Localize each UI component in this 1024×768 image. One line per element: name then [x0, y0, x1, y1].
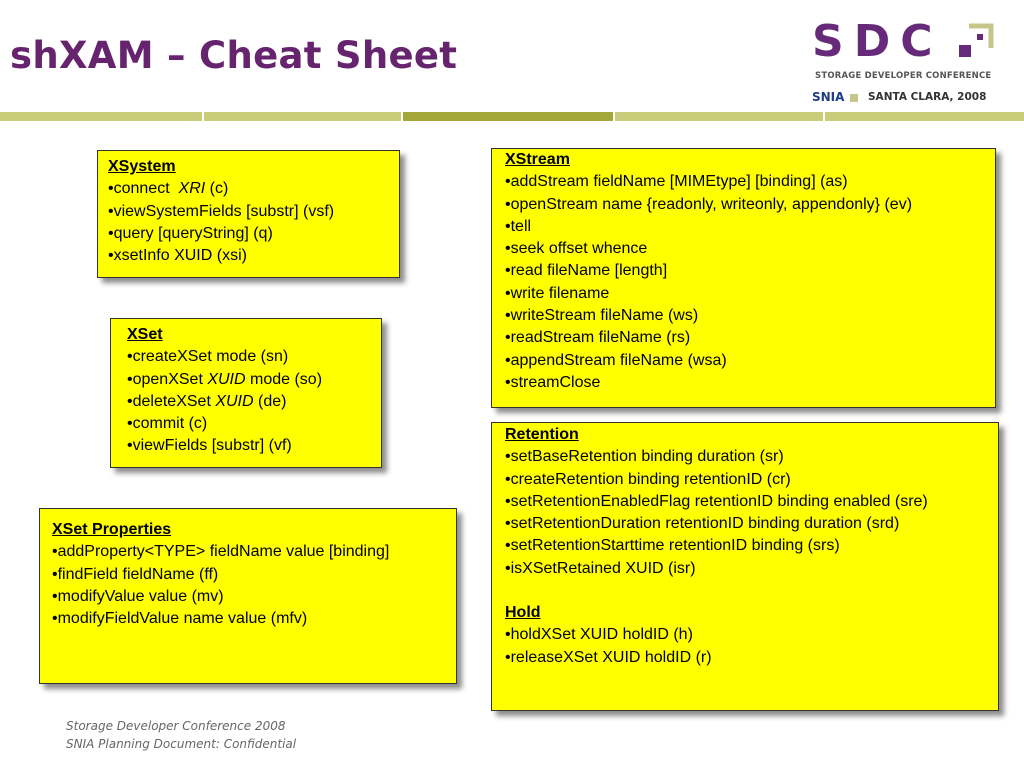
list-item: •readStream fileName (rs) — [505, 329, 691, 347]
footer-line: SNIA Planning Document: Confidential — [66, 737, 297, 751]
xset-properties-heading: XSet Properties — [52, 521, 172, 538]
xsystem-heading: XSystem — [108, 158, 176, 175]
stripe-segment — [204, 112, 401, 121]
xstream-box — [491, 148, 996, 408]
item-text: (c) — [205, 180, 229, 198]
list-item: •setBaseRetention binding duration (sr) — [505, 448, 784, 466]
list-item: •modifyFieldValue name value (mfv) — [52, 610, 308, 628]
xset-box — [110, 318, 382, 468]
list-item: •findField fieldName (ff) — [52, 565, 219, 583]
list-item: •query [queryString] (q) — [108, 224, 273, 242]
footer-line: Storage Developer Conference 2008 — [66, 719, 286, 733]
list-item: •releaseXSet XUID holdID (r) — [505, 648, 712, 666]
list-item — [108, 178, 389, 200]
item-text: (de) — [253, 392, 287, 410]
list-item: •setRetentionStarttime retentionID binding (srs) — [505, 537, 840, 555]
list-item: •holdXSet XUID holdID (h) — [505, 626, 693, 644]
list-item — [127, 391, 371, 413]
list-item: •addProperty<TYPE> fieldName value [binding] — [52, 543, 390, 561]
list-item: •tell — [505, 217, 532, 235]
slide-title: shXAM – Cheat Sheet — [10, 34, 458, 77]
logo-sdc-text: SDC — [812, 16, 943, 67]
retention-heading: Retention — [505, 426, 579, 443]
list-item: •setRetentionEnabledFlag retentionID binding enabled (sre) — [505, 492, 928, 510]
list-item: •createRetention binding retentionID (cr) — [505, 470, 791, 488]
item-text: •deleteXSet — [127, 392, 216, 410]
list-item: •setRetentionDuration retentionID binding duration (srd) — [505, 515, 900, 533]
list-item: •seek offset whence — [505, 240, 648, 258]
list-item: •viewFields [substr] (vf) — [127, 437, 292, 455]
list-item: •appendStream fileName (wsa) — [505, 351, 727, 369]
logo-subtitle: STORAGE DEVELOPER CONFERENCE — [815, 71, 992, 81]
list-item: •viewSystemFields [substr] (vsf) — [108, 202, 335, 220]
list-item: •createXSet mode (sn) — [127, 348, 289, 366]
list-item: •read fileName [length] — [505, 262, 668, 280]
item-text: •connect — [108, 180, 179, 198]
stripe-segment — [615, 112, 823, 121]
stripe-segment — [825, 112, 1024, 121]
item-arg: XUID — [207, 370, 246, 388]
item-arg: XUID — [215, 392, 254, 410]
logo-square-icon — [955, 22, 995, 62]
retention-box — [491, 422, 999, 711]
list-item: •openStream name {readonly, writeonly, appendonly} (ev) — [505, 195, 913, 213]
stripe-segment — [403, 112, 613, 121]
list-item: •writeStream fileName (ws) — [505, 307, 699, 325]
list-item: •write filename — [505, 284, 610, 302]
list-item: •commit (c) — [127, 415, 208, 433]
hold-heading: Hold — [505, 604, 541, 622]
xsystem-box — [97, 150, 400, 278]
list-item: •addStream fieldName [MIMEtype] [binding] (as) — [505, 173, 848, 191]
xset-properties-box — [39, 508, 457, 684]
list-item: •xsetInfo XUID (xsi) — [108, 247, 247, 265]
logo-bullet-icon — [850, 94, 858, 102]
item-text: mode (so) — [245, 370, 323, 388]
list-item: •modifyValue value (mv) — [52, 587, 224, 605]
item-text: •openXSet — [127, 370, 208, 388]
logo-snia — [812, 90, 864, 104]
stripe-segment — [0, 112, 202, 121]
xstream-heading: XStream — [505, 151, 570, 168]
footer — [66, 717, 296, 753]
logo-snia-text: SNIA — [812, 90, 845, 104]
list-item: •isXSetRetained XUID (isr) — [505, 559, 696, 577]
list-item — [127, 369, 371, 391]
xset-heading: XSet — [127, 326, 163, 343]
spacer — [505, 580, 988, 602]
item-arg: XRI — [178, 180, 206, 198]
list-item: •streamClose — [505, 373, 601, 391]
logo-location: SANTA CLARA, 2008 — [868, 91, 987, 103]
